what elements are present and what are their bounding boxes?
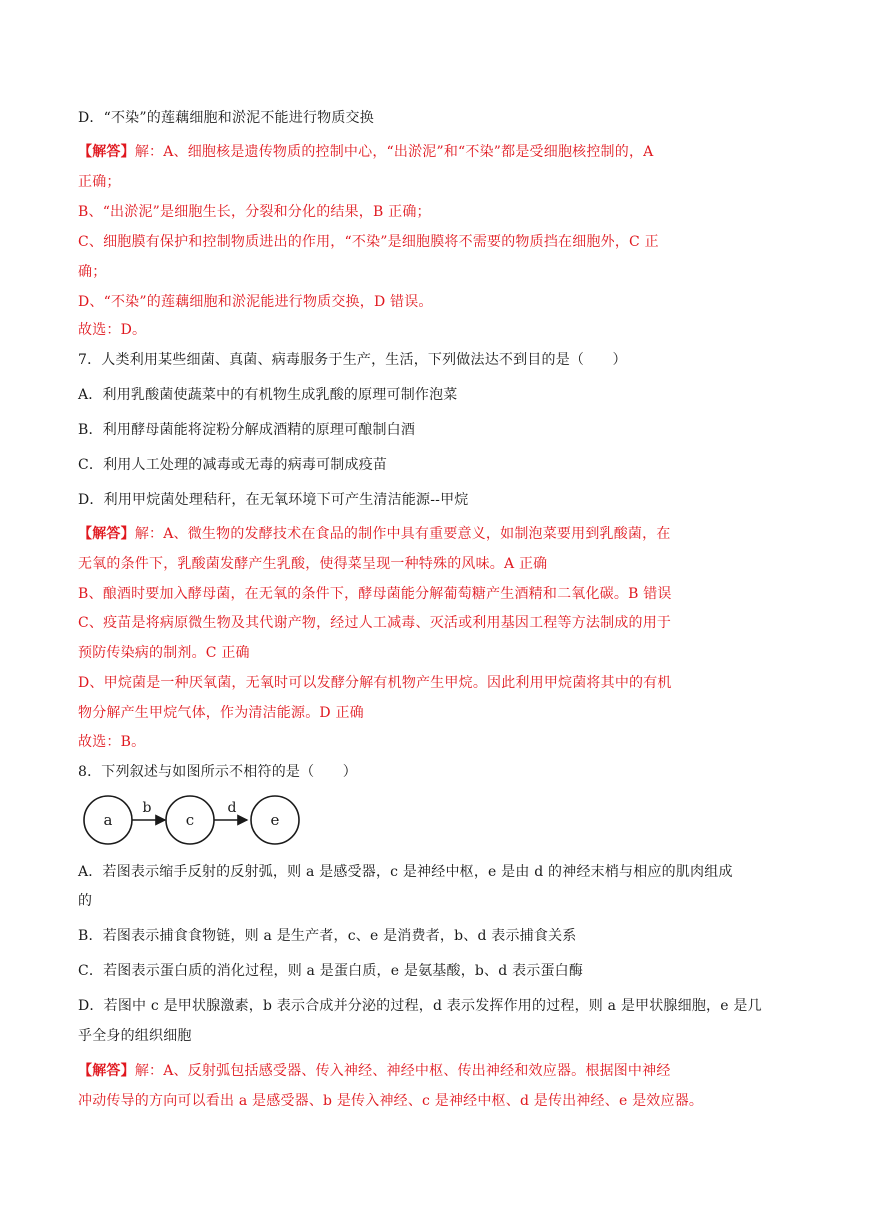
answer-tag: 【解答】 — [78, 526, 135, 542]
q8-option-b: B．若图表示捕食食物链，则 a 是生产者，c、e 是消费者，b、d 表示捕食关系 — [78, 928, 577, 944]
q7-option-a: A．利用乳酸菌使蔬菜中的有机物生成乳酸的原理可制作泡菜 — [78, 387, 458, 403]
q7-answer-line-7: 物分解产生甲烷气体，作为清洁能源。D 正确 — [78, 705, 364, 721]
q7-option-c: C．利用人工处理的减毒或无毒的病毒可制成疫苗 — [78, 457, 388, 473]
q7-answer-line-5: 预防传染病的制剂。C 正确 — [78, 645, 250, 661]
arrow-b-label: b — [142, 800, 152, 816]
q8-answer-line-2: 冲动传导的方向可以看出 a 是感受器、b 是传入神经、c 是神经中枢、d 是传出神经、e 是效应器。 — [78, 1093, 704, 1109]
arrow-d-label: d — [227, 800, 237, 816]
q7-answer-line-8: 故选：B。 — [78, 734, 146, 750]
node-e-label: e — [270, 811, 280, 829]
q6-answer-text-1: 解：A、细胞核是遗传物质的控制中心，“出淤泥”和“不染”都是受细胞核控制的，A — [134, 144, 654, 160]
q6-answer-line-1 — [78, 142, 653, 162]
q7-answer-line-2: 无氧的条件下，乳酸菌发酵产生乳酸，使得菜呈现一种特殊的风味。A 正确 — [78, 556, 548, 572]
q7-answer-line-1 — [78, 524, 671, 544]
q6-answer-line-2: 正确； — [78, 174, 121, 190]
q6-answer-line-3: B、“出淤泥”是细胞生长，分裂和分化的结果，B 正确； — [78, 204, 431, 220]
q7-stem: 7．人类利用某些细菌、真菌、病毒服务于生产，生活，下列做法达不到目的是（ ） — [78, 352, 627, 368]
q6-answer-line-5: 确； — [78, 264, 107, 280]
q7-option-b: B．利用酵母菌能将淀粉分解成酒精的原理可酿制白酒 — [78, 422, 416, 438]
q8-answer-text-1: 解：A、反射弧包括感受器、传入神经、神经中枢、传出神经和效应器。根据图中神经 — [134, 1063, 671, 1079]
answer-tag: 【解答】 — [78, 1063, 135, 1079]
node-a-label: a — [103, 811, 113, 829]
q7-answer-line-6: D、甲烷菌是一种厌氧菌，无氧时可以发酵分解有机物产生甲烷。因此利用甲烷菌将其中的有机 — [78, 675, 672, 691]
q8-option-d-line-2: 乎全身的组织细胞 — [78, 1028, 192, 1044]
q8-option-a-line-1: A．若图表示缩手反射的反射弧，则 a 是感受器，c 是神经中枢，e 是由 d 的神经末梢与相应的肌肉组成 — [78, 864, 733, 880]
q8-option-a-line-2: 的 — [78, 893, 93, 909]
q6-answer-line-7: 故选：D。 — [78, 322, 147, 338]
q8-stem: 8．下列叙述与如图所示不相符的是（ ） — [78, 764, 357, 780]
q7-answer-text-1: 解：A、微生物的发酵技术在食品的制作中具有重要意义，如制泡菜要用到乳酸菌，在 — [134, 526, 671, 542]
q8-option-d-line-1: D．若图中 c 是甲状腺激素，b 表示合成并分泌的过程，d 表示发挥作用的过程，则 a 是甲状腺细胞，e 是几 — [78, 998, 762, 1014]
q7-answer-line-4: C、疫苗是将病原微生物及其代谢产物，经过人工减毒、灭活或利用基因工程等方法制成的用于 — [78, 615, 672, 631]
q6-option-d: D．“不染”的莲藕细胞和淤泥不能进行物质交换 — [78, 110, 374, 126]
q7-option-d: D．利用甲烷菌处理秸秆，在无氧环境下可产生清洁能源--甲烷 — [78, 492, 469, 508]
q6-answer-line-6: D、“不染”的莲藕细胞和淤泥能进行物质交换，D 错误。 — [78, 294, 433, 310]
q8-answer-line-1 — [78, 1061, 671, 1081]
node-c-label: c — [185, 811, 195, 829]
q7-answer-line-3: B、酿酒时要加入酵母菌，在无氧的条件下，酵母菌能分解葡萄糖产生酒精和二氧化碳。B 错误 — [78, 586, 672, 602]
q6-answer-line-4: C、细胞膜有保护和控制物质进出的作用，“不染”是细胞膜将不需要的物质挡在细胞外，C 正 — [78, 234, 659, 250]
q8-flow-diagram — [80, 790, 310, 850]
q8-option-c: C．若图表示蛋白质的消化过程，则 a 是蛋白质，e 是氨基酸，b、d 表示蛋白酶 — [78, 963, 584, 979]
answer-tag: 【解答】 — [78, 144, 135, 160]
